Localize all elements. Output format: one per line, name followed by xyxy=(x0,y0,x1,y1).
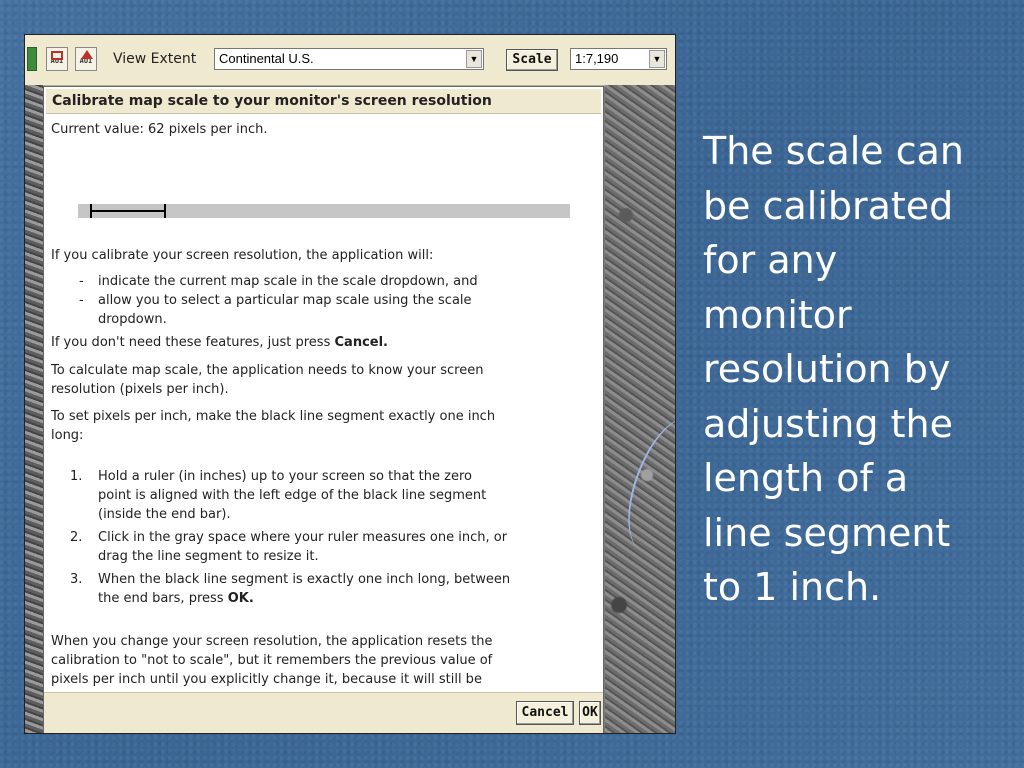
current-value: 62 xyxy=(148,122,165,137)
calc-text: To calculate map scale, the application needs to know your screen resolution (pixels per inch). xyxy=(51,363,484,397)
caption-line: resolution by xyxy=(703,347,951,391)
caption-line: adjusting the xyxy=(703,401,953,446)
calibrate-intro: If you calibrate your screen resolution, the application will: xyxy=(51,248,434,263)
line-segment[interactable] xyxy=(90,210,166,212)
scale-button[interactable]: Scale xyxy=(506,49,558,71)
view-extent-select[interactable] xyxy=(214,48,484,70)
screenshot-frame xyxy=(24,34,676,734)
ok-emphasis: OK. xyxy=(227,591,254,606)
dialog-footer xyxy=(44,692,603,734)
cancel-button[interactable]: Cancel xyxy=(516,701,574,725)
list-item: 2. Click in the gray space where your ruler measures one inch, or drag the line segment to resize it. xyxy=(70,530,508,564)
aoi-house-icon[interactable] xyxy=(75,47,97,71)
list-item: - allow you to select a particular map scale using the scale dropdown. xyxy=(79,293,472,327)
aoi-house-label: AOI xyxy=(79,57,93,65)
list-item: 1. Hold a ruler (in inches) up to your screen so that the zero point is aligned with the left edge of the black line segment (inside the end bar). xyxy=(70,469,487,522)
current-value-unit: pixels per inch. xyxy=(168,122,268,137)
steps-list xyxy=(51,467,510,612)
list-item: 3. When the black line segment is exactly one inch long, between the end bars, press OK. xyxy=(70,572,511,606)
caption-line: for any xyxy=(703,238,838,282)
left-end-bar xyxy=(90,204,92,218)
caption-line: monitor xyxy=(703,292,852,337)
triangle-down-icon[interactable]: ▼ xyxy=(466,50,482,68)
set-text: To set pixels per inch, make the black line segment exactly one inch long: xyxy=(51,409,496,443)
list-item: - indicate the current map scale in the scale dropdown, and xyxy=(79,274,478,289)
calibrate-dialog xyxy=(43,86,604,734)
dialog-title: Calibrate map scale to your monitor's screen resolution xyxy=(46,89,601,114)
map-image[interactable] xyxy=(605,85,675,734)
caption-line: The scale can xyxy=(703,129,965,173)
right-end-bar[interactable] xyxy=(164,204,166,218)
reset-text: When you change your screen resolution, the application resets the calibration to "not to scale", but it remembers the previous value of pixels per inch until you explicitly change it, because it will still be xyxy=(51,634,493,687)
no-need-text: If you don't need these features, just press Cancel. xyxy=(51,335,388,350)
current-value-label: Current value: xyxy=(51,122,144,137)
scale-value: 1:7,190 xyxy=(575,51,619,66)
caption-line: to 1 inch. xyxy=(703,565,882,609)
current-value-line xyxy=(51,120,267,139)
caption-line: be calibrated xyxy=(703,183,954,228)
ruler-track[interactable] xyxy=(78,204,570,218)
feature-list xyxy=(51,272,478,329)
aoi-box-label: AOI xyxy=(50,57,64,65)
cancel-emphasis: Cancel. xyxy=(334,335,388,350)
view-extent-label: View Extent xyxy=(113,51,197,67)
map-image-left xyxy=(25,85,43,734)
slide-caption xyxy=(703,124,1003,615)
ok-button[interactable]: OK xyxy=(579,701,601,725)
layer-icon[interactable] xyxy=(27,47,37,71)
view-extent-value: Continental U.S. xyxy=(219,51,314,66)
caption-line: length of a xyxy=(703,456,909,500)
toolbar xyxy=(25,35,675,86)
caption-line: line segment xyxy=(703,510,951,555)
triangle-down-icon[interactable]: ▼ xyxy=(649,50,665,68)
scale-select[interactable] xyxy=(570,48,667,70)
aoi-box-icon[interactable] xyxy=(46,47,68,71)
